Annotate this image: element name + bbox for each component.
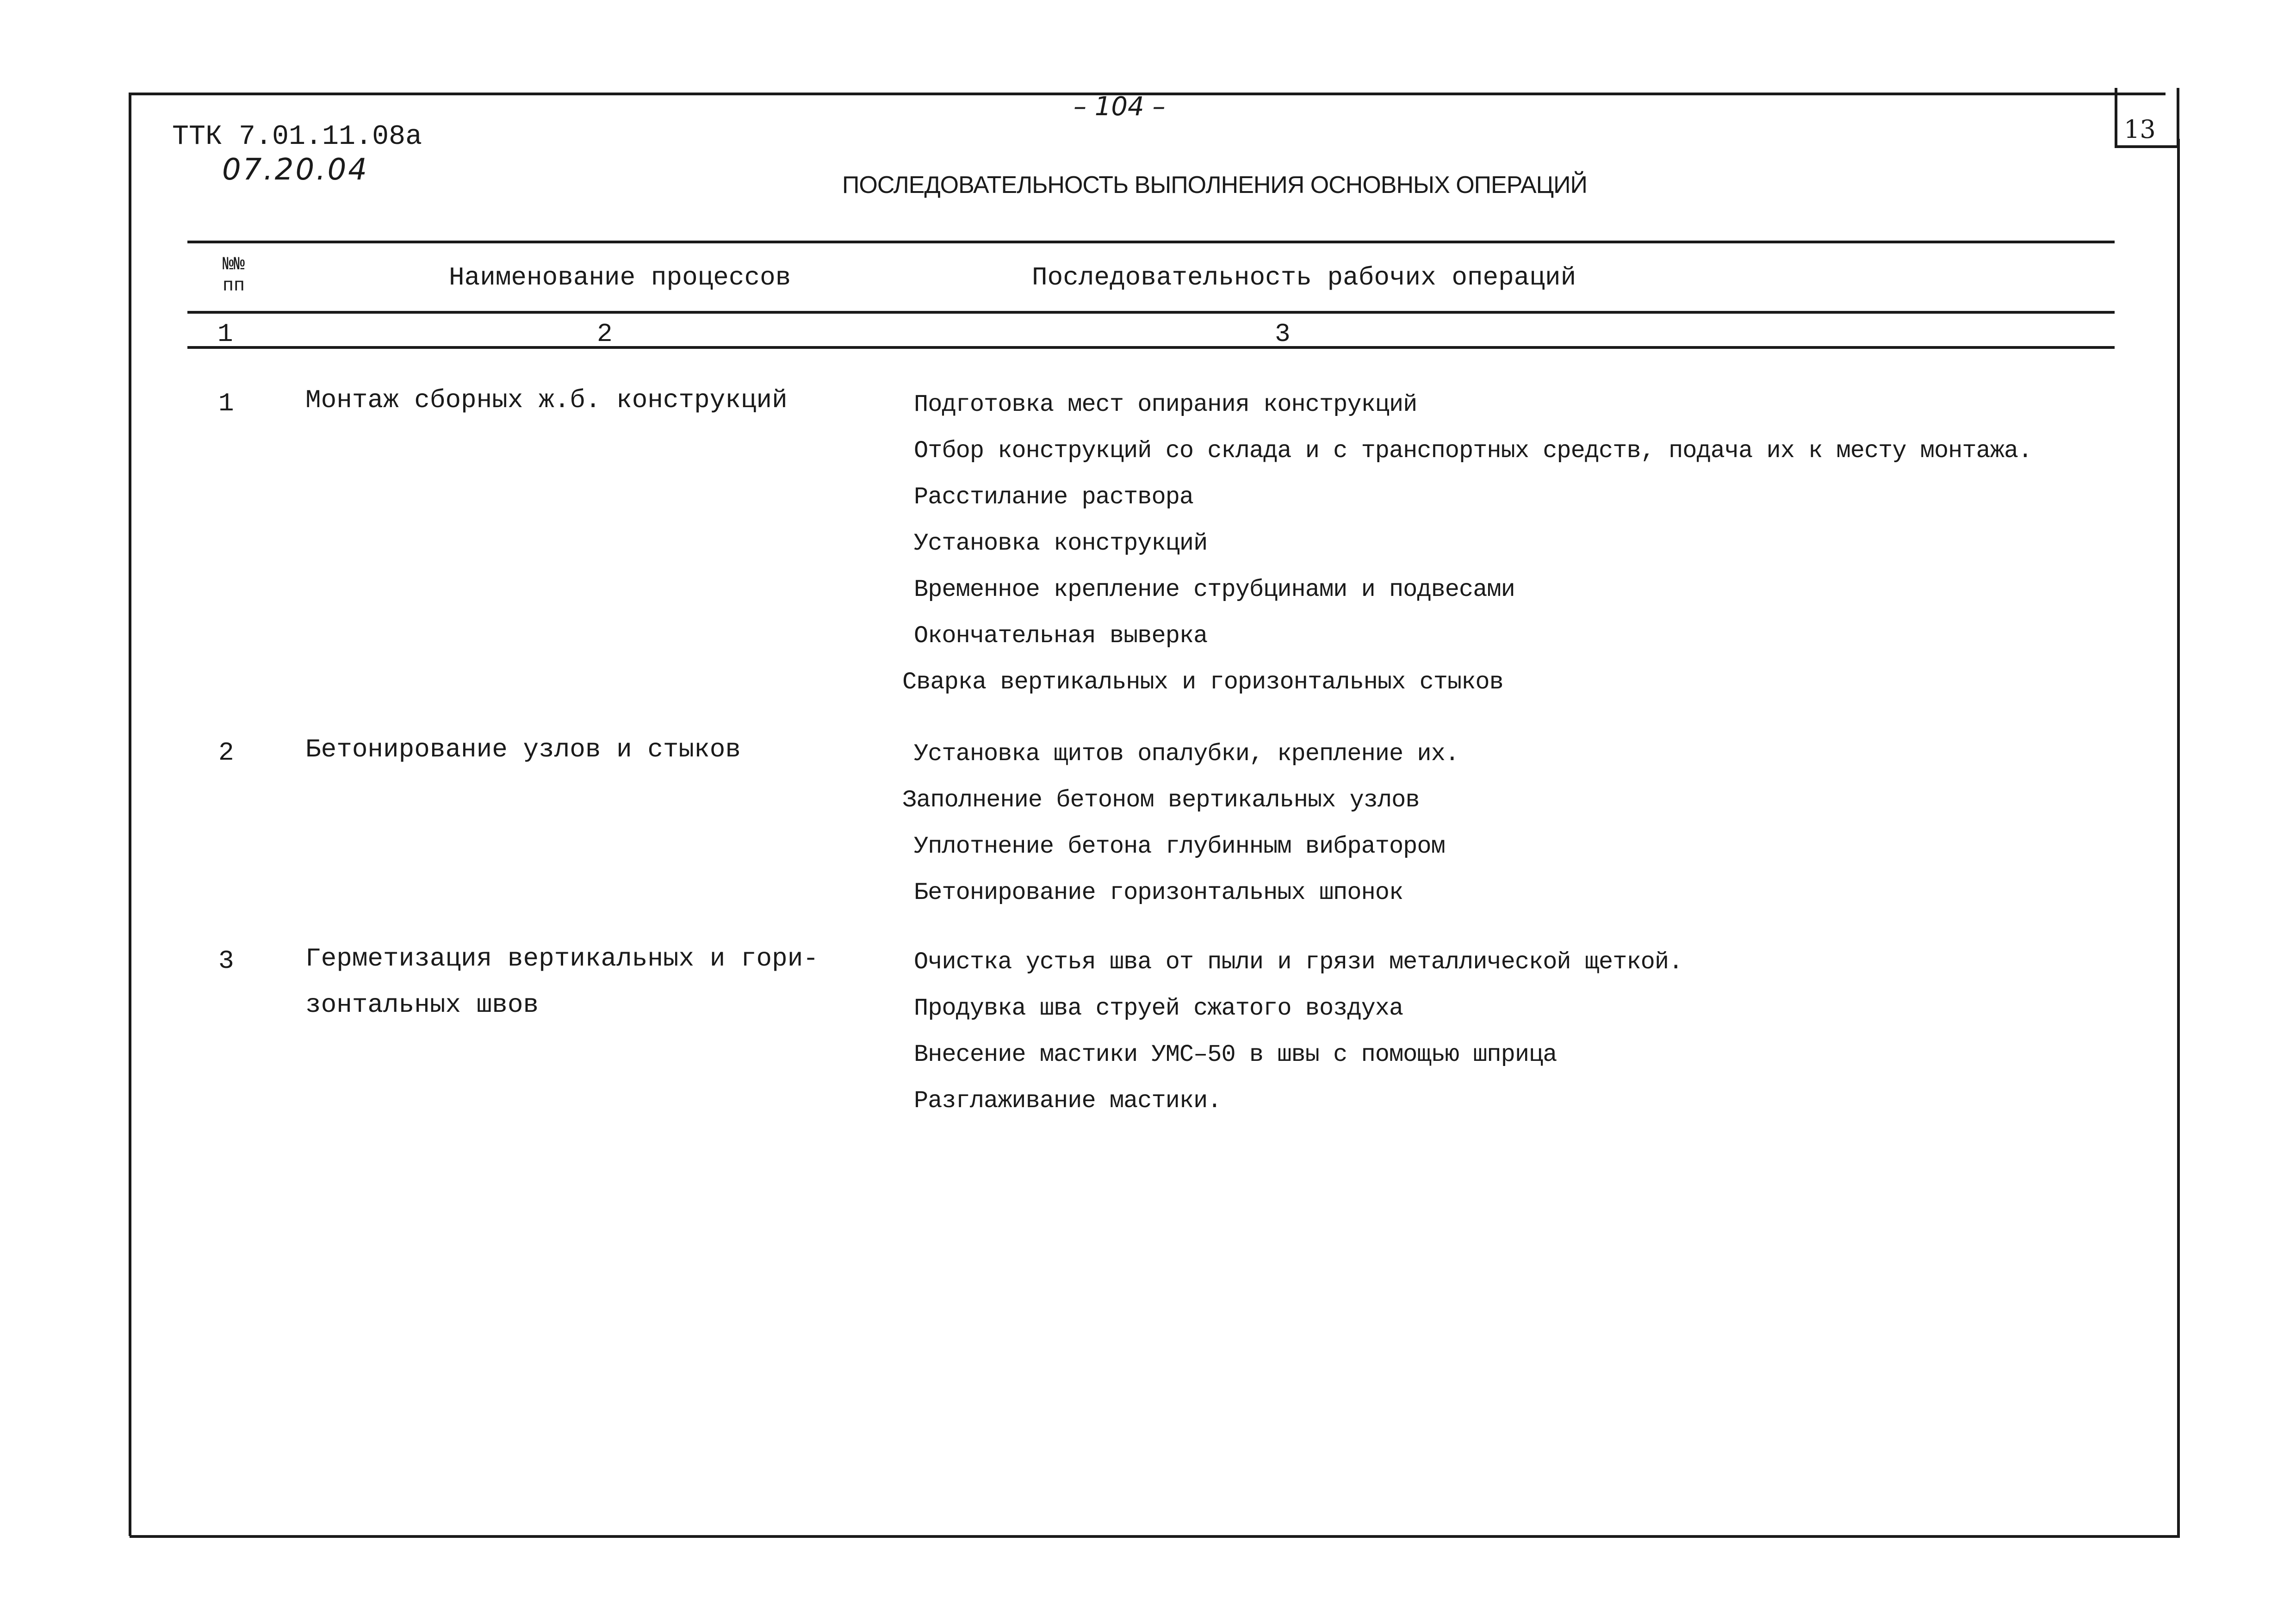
process-name: Герметизация вертикальных и гори-зонтальных швов (305, 944, 819, 1020)
table-colnum-rule (187, 346, 2115, 349)
frame-right-border (2177, 139, 2180, 1538)
operation-item: Отбор конструкций со склада и с транспортных средств, подача их к месту монтажа. (914, 437, 2032, 465)
row-number: 3 (218, 946, 234, 976)
page-title: ПОСЛЕДОВАТЕЛЬНОСТЬ ВЫПОЛНЕНИЯ ОСНОВНЫХ ОПЕРАЦИЙ (842, 172, 1587, 198)
operation-item: Внесение мастики УМС–50 в швы с помощью шприца (914, 1041, 1557, 1068)
column-number-1: 1 (217, 319, 233, 349)
operation-item: Подготовка мест опирания конструкций (914, 391, 1417, 418)
frame-left-border (129, 93, 131, 1536)
operation-item: Окончательная выверка (914, 622, 1208, 650)
column-number-2: 2 (597, 319, 613, 349)
operation-item: Разглаживание мастики. (914, 1087, 1222, 1115)
operation-item: Уплотнение бетона глубинным вибратором (914, 833, 1445, 860)
table-header-rule (187, 311, 2115, 314)
row-number: 2 (218, 738, 234, 768)
operation-item: Продувка шва струей сжатого воздуха (914, 995, 1403, 1022)
process-name: Монтаж сборных ж.б. конструкций (305, 385, 788, 415)
operation-item: Очистка устья шва от пыли и грязи металлической щеткой. (914, 948, 1683, 976)
operation-item: Установка щитов опалубки, крепление их. (914, 740, 1459, 768)
frame-bottom-border (130, 1535, 2179, 1538)
operation-item: Временное крепление струбцинами и подвесами (914, 576, 1515, 603)
sheet-mark: 13 (2124, 115, 2156, 144)
operation-item: Сварка вертикальных и горизонтальных стыков (902, 669, 1503, 696)
operation-item: Установка конструкций (914, 530, 1208, 557)
column-header-process-name: Наименование процессов (449, 263, 791, 292)
operation-item: Бетонирование горизонтальных шпонок (914, 879, 1403, 906)
document-code: ТТК 7.01.11.08а (172, 121, 422, 153)
process-name: Бетонирование узлов и стыков (305, 735, 741, 764)
page-number: – 104 – (1074, 92, 1166, 122)
column-header-operation-sequence: Последовательность рабочих операций (1032, 263, 1576, 292)
table-top-rule (187, 241, 2115, 243)
operation-item: Расстилание раствора (914, 483, 1194, 511)
row-number: 1 (218, 389, 234, 418)
operation-item: Заполнение бетоном вертикальных узлов (902, 787, 1420, 814)
document-date: 07.20.04 (222, 153, 369, 187)
column-header-number: №№ пп (222, 254, 245, 297)
column-number-3: 3 (1275, 319, 1291, 349)
